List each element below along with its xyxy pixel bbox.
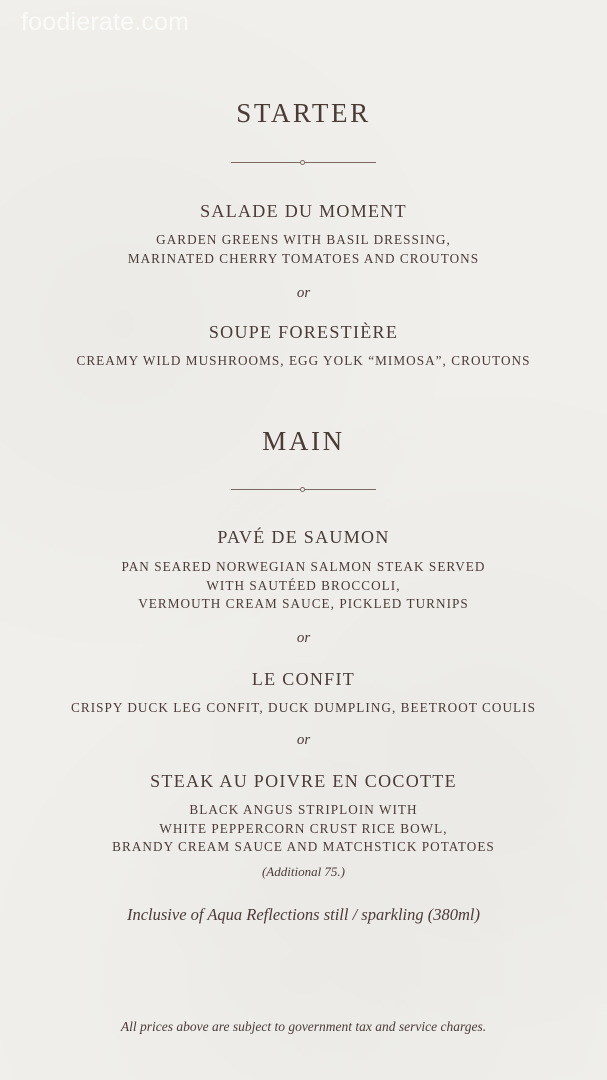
footer-tax-note: All prices above are subject to government tax and service charges. — [120, 1019, 487, 1034]
ornament-icon — [300, 487, 305, 492]
watermark: foodierate.com — [21, 8, 190, 36]
section-divider-main — [231, 486, 376, 493]
section-title-starter: STARTER — [236, 98, 371, 128]
description-line: BRANDY CREAM SAUCE AND MATCHSTICK POTATOES — [112, 839, 495, 854]
description-line: BLACK ANGUS STRIPLOIN WITH — [189, 802, 418, 817]
description-line: GARDEN GREENS WITH BASIL DRESSING, — [156, 232, 451, 247]
section-title-main: MAIN — [262, 426, 345, 456]
description-line: CREAMY WILD MUSHROOMS, EGG YOLK “MIMOSA”, CROUTONS — [76, 353, 531, 368]
description-line: WITH SAUTÉED BROCCOLI, — [206, 577, 401, 593]
ornament-icon — [300, 160, 305, 165]
dish-name-pave-de-saumon: PAVÉ DE SAUMON — [217, 527, 390, 547]
additional-price-note: (Additional 75.) — [261, 864, 346, 879]
inclusive-note: Inclusive of Aqua Reflections still / sparkling (380ml) — [126, 905, 481, 924]
description-line: WHITE PEPPERCORN CRUST RICE BOWL, — [159, 820, 448, 836]
description-line: PAN SEARED NORWEGIAN SALMON STEAK SERVED — [121, 559, 486, 574]
description-line: MARINATED CHERRY TOMATOES AND CROUTONS — [127, 250, 480, 266]
dish-description-soupe-forestiere — [0, 352, 607, 371]
dish-description-steak-au-poivre — [0, 801, 607, 857]
dish-description-salade-du-moment — [0, 231, 607, 268]
description-line: CRISPY DUCK LEG CONFIT, DUCK DUMPLING, BEETROOT COULIS — [71, 700, 536, 715]
or-separator: or — [296, 285, 311, 301]
or-separator: or — [296, 732, 311, 748]
description-line: VERMOUTH CREAM SAUCE, PICKLED TURNIPS — [138, 596, 469, 611]
dish-name-salade-du-moment: SALADE DU MOMENT — [200, 201, 407, 221]
dish-name-steak-au-poivre: STEAK AU POIVRE EN COCOTTE — [150, 771, 457, 791]
dish-description-le-confit — [0, 699, 607, 718]
dish-name-soupe-forestiere: SOUPE FORESTIÈRE — [208, 322, 399, 342]
dish-description-pave-de-saumon — [0, 558, 607, 614]
dish-name-le-confit: LE CONFIT — [251, 669, 356, 689]
section-divider-starter — [231, 159, 376, 166]
or-separator: or — [296, 630, 311, 646]
